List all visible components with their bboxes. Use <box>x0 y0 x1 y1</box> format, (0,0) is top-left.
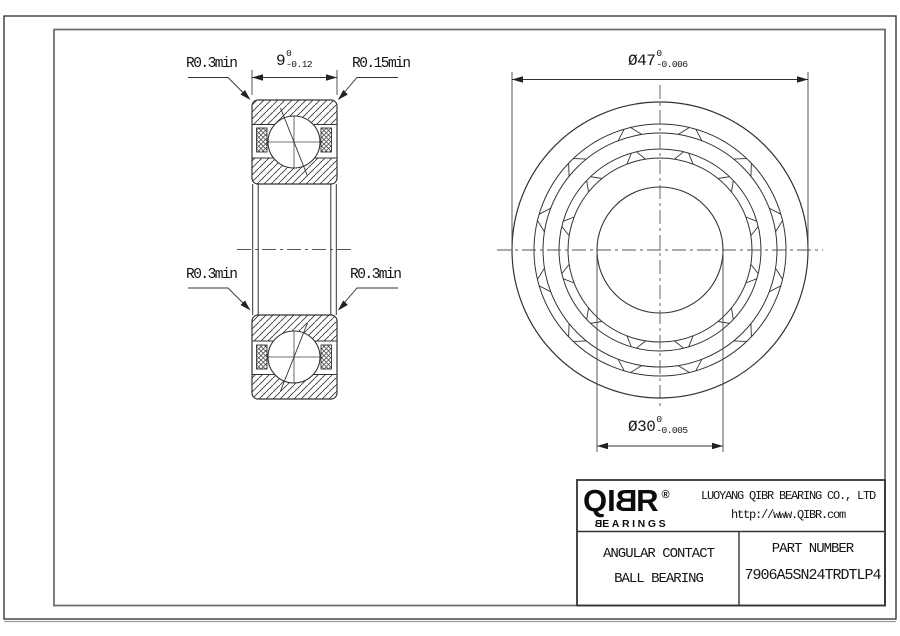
section-view <box>188 70 401 399</box>
width-tol-upper: 0 <box>286 48 292 59</box>
width-dimension-lines <box>252 70 337 95</box>
bore-tol-lower: -0.005 <box>656 424 688 436</box>
logo-sub-letter-mirrored: B <box>592 518 603 530</box>
front-view <box>497 72 823 452</box>
width-tol-lower: -0.12 <box>286 58 313 70</box>
product-type-line1: ANGULAR CONTACT <box>602 546 715 562</box>
sheet-borders <box>4 16 896 622</box>
leader-bottom-left <box>188 288 249 309</box>
od-nominal: Ø47 <box>628 52 656 70</box>
section-top <box>252 100 337 184</box>
bore-nominal: Ø30 <box>628 418 656 436</box>
qibr-logo-wordmark <box>583 485 670 516</box>
bore-dimension-text <box>628 414 688 437</box>
fillet-label-bottom-left: R0.3min <box>186 267 237 283</box>
logo-letter-mirrored: B <box>614 483 638 518</box>
od-dimension-text <box>628 48 688 71</box>
logo-letter: Q <box>583 483 608 518</box>
leader-top-left <box>188 78 249 99</box>
part-number-value: 7906A5SN24TRDTLP4 <box>744 567 881 584</box>
cage-right-bottom <box>321 345 332 369</box>
cage-left-top <box>257 128 268 152</box>
cage-right-top <box>321 128 332 152</box>
section-bottom <box>252 315 337 399</box>
logo-sub-letters: EARINGS <box>602 518 669 530</box>
width-dimension-text <box>276 48 313 71</box>
fillet-label-top-right: R0.15min <box>352 56 410 72</box>
outer-border <box>4 16 896 619</box>
logo-letter: I <box>607 483 616 518</box>
part-number-label: PART NUMBER <box>771 541 854 557</box>
qibr-logo <box>583 485 670 530</box>
product-type-line2: BALL BEARING <box>614 571 703 587</box>
qibr-logo-subtitle <box>592 518 670 530</box>
registered-trademark-icon: ® <box>661 489 670 501</box>
logo-letter: R <box>636 483 659 518</box>
fillet-label-top-left: R0.3min <box>186 56 237 72</box>
company-website: http://www.QIBR.com <box>730 508 846 522</box>
fillet-label-bottom-right: R0.3min <box>350 267 401 283</box>
leader-top-right <box>339 78 398 99</box>
width-nominal: 9 <box>276 52 286 70</box>
cage-left-bottom <box>257 345 268 369</box>
leader-bottom-right <box>339 288 398 309</box>
company-name: LUOYANG QIBR BEARING CO., LTD <box>700 489 876 503</box>
bore-tol-upper: 0 <box>656 414 662 425</box>
od-tol-lower: -0.006 <box>656 58 688 70</box>
od-tol-upper: 0 <box>656 48 662 59</box>
